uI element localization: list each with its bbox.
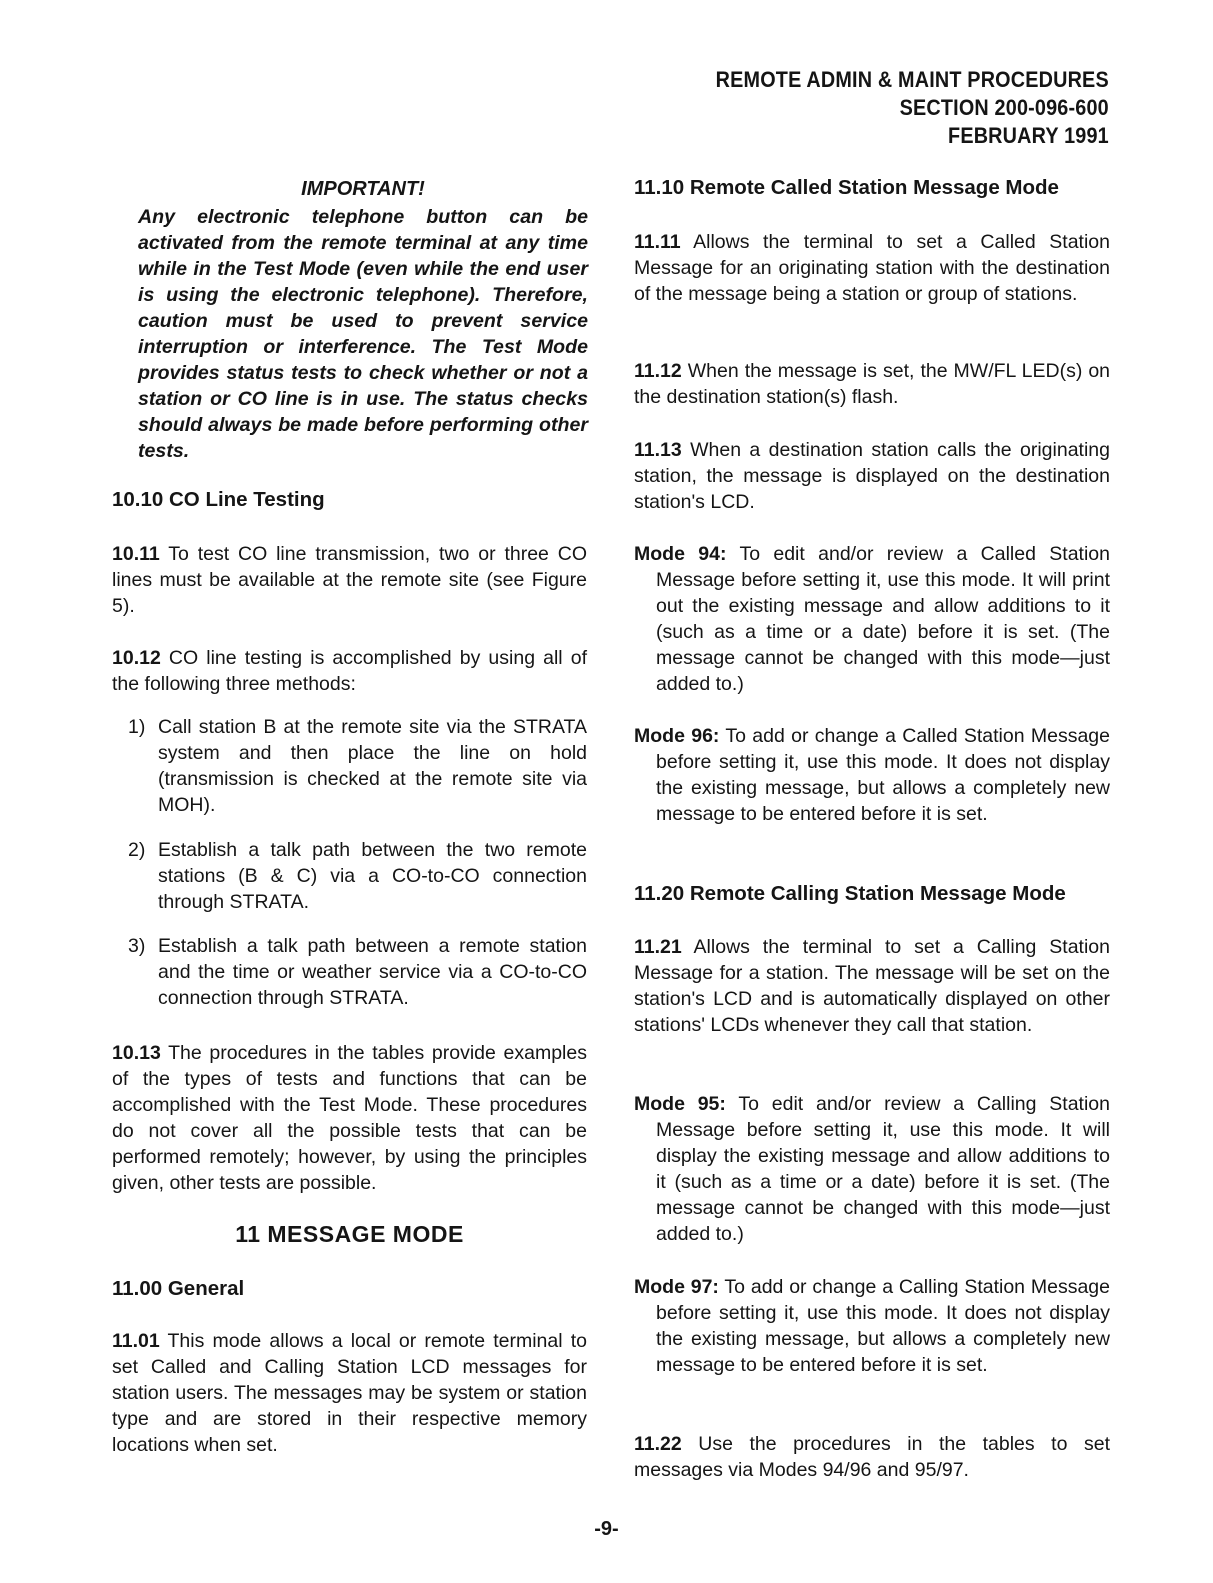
paragraph-text: Use the procedures in the tables to set messages via Modes 94/96 and 95/97.: [634, 1433, 1110, 1481]
important-body: Any electronic telephone button can be activated from the remote terminal at any time while in the Test Mode (even while the end user is using the electronic telephone). Therefore, caution must be used to prevent service interruption or interference. The Test Mode provides status tests to check whether or not a station or CO line is in use. The status checks should always be made before performing other tests.: [138, 206, 588, 462]
paragraph-10-12: [112, 645, 587, 697]
paragraph-number: 11.13: [634, 439, 682, 461]
list-text: Call station B at the remote site via the STRATA system and then place the line on hold (transmission is checked at the remote site via MOH).: [158, 716, 587, 816]
paragraph-11-12: [634, 358, 1110, 410]
list-item: [112, 714, 587, 818]
paragraph-text: Allows the terminal to set a Calling Station Message for a station. The message will be set on the station's LCD and is automatically displayed on other stations' LCDs whenever they call that station.: [634, 936, 1110, 1036]
paragraph-text: When the message is set, the MW/FL LED(s) on the destination station(s) flash.: [634, 360, 1111, 408]
mode-97-description: [634, 1274, 1110, 1378]
list-text: Establish a talk path between the two remote stations (B & C) via a CO-to-CO connection through STRATA.: [158, 839, 587, 913]
important-title: IMPORTANT!: [301, 178, 425, 200]
paragraph-10-11: [112, 541, 587, 619]
header-section: SECTION 200-096-600: [899, 95, 1109, 120]
list-marker: 1): [128, 716, 146, 738]
mode-number: Mode 94:: [634, 543, 727, 565]
list-marker: 2): [128, 839, 146, 861]
paragraph-text: Allows the terminal to set a Called Station Message for an originating station with the destination of the message being a station or group of stations.: [634, 231, 1110, 305]
paragraph-number: 11.12: [634, 360, 682, 382]
paragraph-number: 11.01: [112, 1330, 160, 1352]
list-item: [112, 837, 587, 915]
heading-11-20: 11.20 Remote Calling Station Message Mode: [634, 882, 1066, 905]
paragraph-number: 11.11: [634, 231, 681, 253]
paragraph-11-21: [634, 934, 1110, 1038]
page-number: -9-: [594, 1518, 619, 1540]
paragraph-number: 10.12: [112, 647, 161, 669]
mode-number: Mode 95:: [634, 1093, 726, 1115]
mode-number: Mode 97:: [634, 1276, 719, 1298]
page-header: [716, 66, 1109, 150]
mode-text: To add or change a Calling Station Message before setting it, use this mode. It does not display the existing message, but allows a completely new message to be entered before it is set.: [656, 1276, 1110, 1376]
mode-text: To add or change a Called Station Message before setting it, use this mode. It does not display the existing message, but allows a completely new message to be entered before it is set.: [656, 725, 1111, 825]
paragraph-number: 11.21: [634, 936, 682, 958]
paragraph-text: CO line testing is accomplished by using all of the following three methods:: [112, 647, 587, 695]
mode-text: To edit and/or review a Calling Station Message before setting it, use this mode. It will display the existing message and allow additions to it (such as a time or a date) before it is set. (The message cannot be changed with this mode—just added to.): [656, 1093, 1110, 1245]
paragraph-number: 10.13: [112, 1042, 161, 1064]
paragraph-text: This mode allows a local or remote terminal to set Called and Calling Station LCD messages for station users. The messages may be system or station type and are stored in their respective memory locations when set.: [112, 1330, 587, 1456]
mode-96-description: [634, 723, 1110, 827]
heading-11-00: 11.00 General: [112, 1277, 245, 1300]
heading-11-10: 11.10 Remote Called Station Message Mode: [634, 176, 1059, 199]
header-title: REMOTE ADMIN & MAINT PROCEDURES: [715, 67, 1109, 92]
heading-10-10: 10.10 CO Line Testing: [112, 488, 325, 511]
mode-95-description: [634, 1091, 1110, 1247]
paragraph-text: When a destination station calls the originating station, the message is displayed on the destination station's LCD.: [634, 439, 1110, 513]
paragraph-text: To test CO line transmission, two or three CO lines must be available at the remote site (see Figure 5).: [112, 543, 587, 617]
paragraph-11-13: [634, 437, 1110, 515]
list-item: [112, 933, 587, 1011]
heading-message-mode: 11 MESSAGE MODE: [235, 1221, 464, 1247]
paragraph-10-13: [112, 1040, 587, 1196]
mode-text: To edit and/or review a Called Station Message before setting it, use this mode. It will print out the existing message and allow additions to it (such as a time or a date) before it is set. (The message cannot be changed with this mode—just added to.): [656, 543, 1110, 695]
paragraph-text: The procedures in the tables provide examples of the types of tests and functions that can be accomplished with the Test Mode. These procedures do not cover all the possible tests that can be performed remotely; however, by using the principles given, other tests are possible.: [112, 1042, 587, 1194]
list-marker: 3): [128, 935, 146, 957]
paragraph-11-11: [634, 229, 1110, 307]
paragraph-11-22: [634, 1431, 1110, 1483]
paragraph-number: 10.11: [112, 543, 160, 565]
header-date: FEBRUARY 1991: [948, 123, 1109, 148]
mode-number: Mode 96:: [634, 725, 720, 747]
paragraph-number: 11.22: [634, 1433, 682, 1455]
mode-94-description: [634, 541, 1110, 697]
list-text: Establish a talk path between a remote station and the time or weather service via a CO-to-CO connection through STRATA.: [158, 935, 587, 1009]
paragraph-11-01: [112, 1328, 587, 1458]
important-notice: [138, 176, 588, 464]
